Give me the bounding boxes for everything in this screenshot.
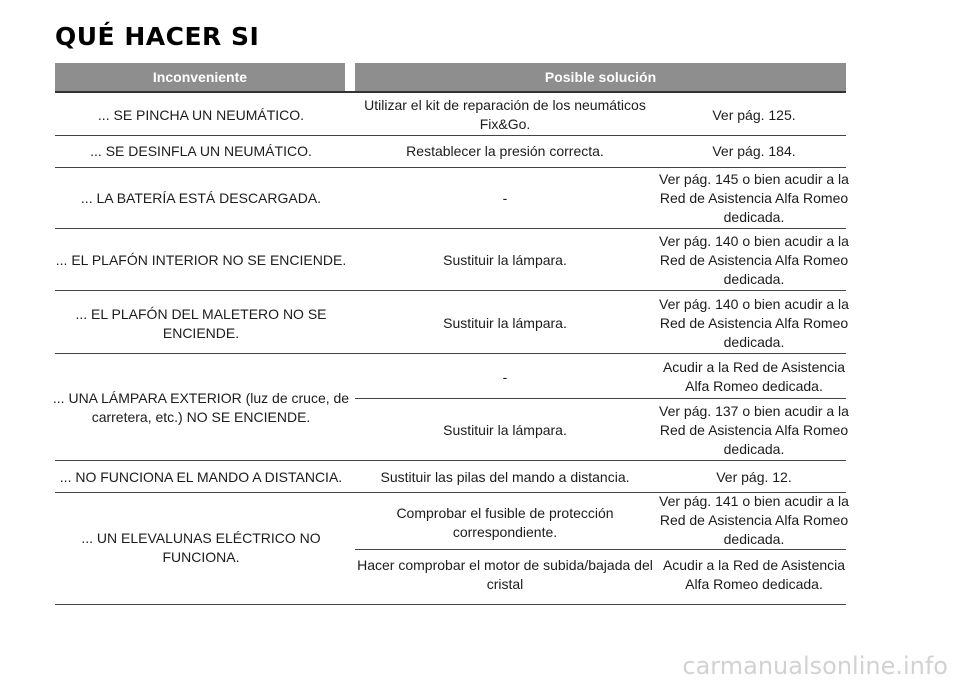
sub-row-divider [355, 549, 846, 550]
reference-cell: Ver pág. 140 o bien acudir a la Red de Asistencia Alfa Romeo dedicada. [659, 296, 849, 350]
sub-row-divider [355, 398, 846, 399]
row-divider [55, 290, 846, 291]
action-cell: Sustituir la lámpara. [443, 422, 567, 438]
action-cell: Sustituir las pilas del mando a distancia. [380, 468, 630, 485]
column-header-problem: Inconveniente [55, 63, 345, 91]
reference-cell: Ver pág. 137 o bien acudir a la Red de Asistencia Alfa Romeo dedicada. [659, 403, 849, 457]
problem-cell: ... NO FUNCIONA EL MANDO A DISTANCIA. [59, 468, 343, 485]
column-header-solution: Posible solución [355, 63, 846, 91]
row-divider [55, 167, 846, 168]
problem-cell: ... UN ELEVALUNAS ELÉCTRICO NO FUNCIONA. [81, 530, 321, 565]
action-cell: - [502, 368, 508, 385]
problem-cell: ... LA BATERÍA ESTÁ DESCARGADA. [80, 190, 322, 206]
action-cell: Comprobar el fusible de protección correspondiente. [396, 505, 614, 540]
reference-cell: Ver pág. 125. [712, 106, 796, 123]
problem-cell: ... EL PLAFÓN INTERIOR NO SE ENCIENDE. [55, 252, 347, 268]
row-divider [55, 353, 846, 354]
table-bottom-rule [55, 604, 846, 605]
header-rule [55, 91, 846, 93]
action-cell: Sustituir la lámpara. [443, 315, 567, 331]
reference-cell: Ver pág. 12. [716, 468, 792, 485]
action-cell: Utilizar el kit de reparación de los neumáticos Fix&Go. [364, 97, 646, 132]
row-divider [55, 228, 846, 229]
reference-cell: Acudir a la Red de Asistencia Alfa Romeo dedicada. [662, 557, 846, 592]
action-cell: Restablecer la presión correcta. [406, 143, 604, 159]
problem-cell: ... SE DESINFLA UN NEUMÁTICO. [90, 143, 312, 159]
row-divider [55, 460, 846, 461]
reference-cell: Acudir a la Red de Asistencia Alfa Romeo dedicada. [662, 359, 846, 394]
action-cell: Sustituir la lámpara. [443, 252, 567, 268]
action-cell: - [502, 190, 508, 206]
reference-cell: Ver pág. 141 o bien acudir a la Red de Asistencia Alfa Romeo dedicada. [659, 493, 849, 547]
page-title: QUÉ HACER SI [55, 22, 260, 51]
reference-cell: Ver pág. 184. [712, 143, 796, 159]
watermark: carmanualsonline.info [682, 652, 948, 680]
problem-cell: ... UNA LÁMPARA EXTERIOR (luz de cruce, de carretera, etc.) NO SE ENCIENDE. [52, 389, 350, 425]
action-cell: Hacer comprobar el motor de subida/bajada del cristal [357, 557, 653, 592]
reference-cell: Ver pág. 140 o bien acudir a la Red de Asistencia Alfa Romeo dedicada. [659, 233, 849, 287]
problem-cell: ... EL PLAFÓN DEL MALETERO NO SE ENCIENDE. [75, 305, 327, 341]
reference-cell: Ver pág. 145 o bien acudir a la Red de Asistencia Alfa Romeo dedicada. [659, 171, 849, 225]
problem-cell: ... SE PINCHA UN NEUMÁTICO. [97, 106, 305, 123]
